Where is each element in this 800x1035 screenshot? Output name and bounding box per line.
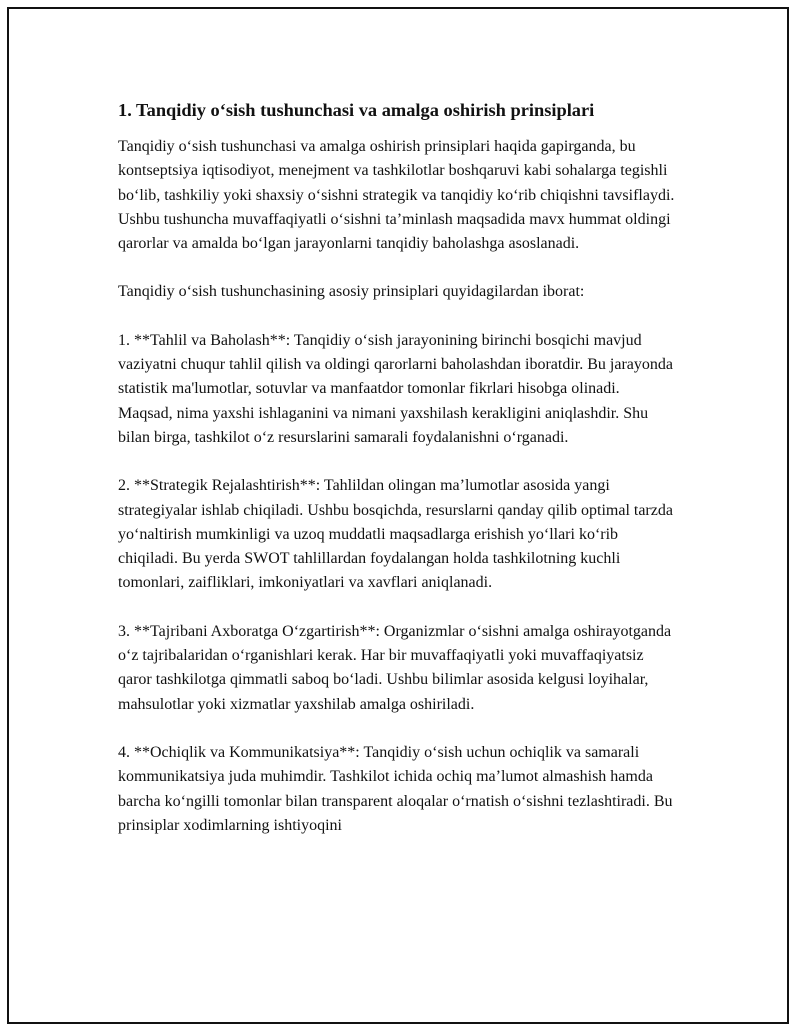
document-page	[7, 7, 789, 1024]
document-body	[118, 97, 678, 862]
paragraph-principle-3: 3. **Tajribani Axboratga O‘zgartirish**: Organizmlar o‘sishni amalga oshirayotganda o‘z tajribalaridan o‘rganishlari kerak. Har bir muvaffaqiyatli yoki muvaffaqiyatsiz qaror tashkilotga qimmatli saboq bo‘ladi. Ushbu bilimlar asosida kelgusi loyihalar, mahsulotlar yoki xizmatlar yaxshilab amalga oshiriladi.	[118, 622, 672, 713]
paragraph-principle-2: 2. **Strategik Rejalashtirish**: Tahlildan olingan ma’lumotlar asosida yangi strategiyalar ishlab chiqiladi. Ushbu bosqichda, resurslarni qanday qilib optimal tarzda yo‘naltirish mumkinligi va uzoq muddatli maqsadlarga erishish yo‘llari ko‘rib chiqiladi. Bu yerda SWOT tahlillardan foydalangan holda tashkilotning kuchli tomonlari, zaifliklari, imkoniyatlari va xavflari aniqlanadi.	[118, 477, 673, 592]
section-heading: 1. Tanqidiy o‘sish tushunchasi va amalga oshirish prinsiplari	[118, 100, 595, 120]
paragraph-principle-4: 4. **Ochiqlik va Kommunikatsiya**: Tanqidiy o‘sish uchun ochiqlik va samarali kommunikatsiya juda muhimdir. Tashkilot ichida ochiq ma’lumot almashish hamda barcha ko‘ngilli tomonlar bilan transparent aloqalar o‘rnatish o‘sishni tezlashtiradi. Bu prinsiplar xodimlarning ishtiyoqini	[118, 743, 673, 834]
paragraph-principle-1: 1. **Tahlil va Baholash**: Tanqidiy o‘sish jarayonining birinchi bosqichi mavjud vaziyatni chuqur tahlil qilish va oldingi qarorlarni baholashdan iboratdir. Bu jarayonda statistik ma'lumotlar, sotuvlar va manfaatdor tomonlar fikrlari hisobga olinadi. Maqsad, nima yaxshi ishlaganini va nimani yaxshilash kerakligini aniqlashdir. Shu bilan birga, tashkilot o‘z resurslarini samarali foydalanishni o‘rganadi.	[118, 331, 673, 446]
paragraph-principles-lead: Tanqidiy o‘sish tushunchasining asosiy prinsiplari quyidagilardan iborat:	[118, 283, 585, 301]
paragraph-intro: Tanqidiy o‘sish tushunchasi va amalga oshirish prinsiplari haqida gapirganda, bu kontseptsiya iqtisodiyot, menejment va tashkilotlar boshqaruvi kabi sohalarga tegishli bo‘lib, tashkiliy yoki shaxsiy o‘sishni strategik va tanqidiy ko‘rib chiqishni tavsiflaydi. Ushbu tushuncha muvaffaqiyatli o‘sishni ta’minlash maqsadida mavx hummat oldingi qarorlar va amalda bo‘lgan jarayonlarni tanqidiy baholashga asoslanadi.	[118, 138, 675, 253]
